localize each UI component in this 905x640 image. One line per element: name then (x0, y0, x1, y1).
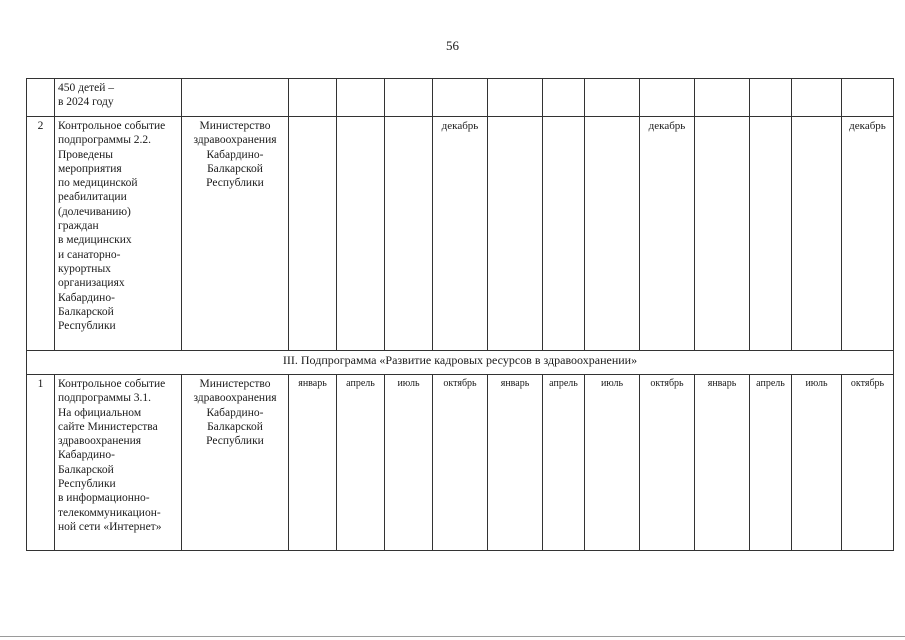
description-line: подпрограммы 2.2. (58, 134, 152, 147)
description-line: (долечиванию) (58, 205, 131, 218)
month-cell (543, 117, 585, 351)
description-line: 450 детей – (58, 82, 114, 94)
description-line: Балкарской (58, 305, 114, 318)
section-title: III. Подпрограмма «Развитие кадровых ресурсов в здравоохранении» (27, 351, 894, 375)
month-cell (842, 79, 894, 117)
month-cell (385, 117, 433, 351)
month-cell: январь (695, 375, 750, 551)
month-cell (488, 79, 543, 117)
month-cell (792, 117, 842, 351)
month-cell (289, 117, 337, 351)
description-line: организациях (58, 277, 125, 290)
description-line: Республики (58, 320, 116, 333)
responsible-cell (182, 79, 289, 117)
month-cell: январь (488, 375, 543, 551)
responsible-line: Кабардино- (206, 406, 264, 419)
description-line: по медицинской (58, 177, 138, 190)
month-cell: апрель (337, 375, 385, 551)
responsible-line: Республики (206, 177, 264, 190)
description-cell (55, 375, 182, 551)
description-line: в информационно- (58, 492, 150, 505)
table-row (27, 117, 894, 351)
responsible-cell (182, 117, 289, 351)
row-number-cell (27, 79, 55, 117)
description-line: сайте Министерства (58, 420, 158, 433)
schedule-table (26, 78, 894, 551)
month-cell (289, 79, 337, 117)
responsible-line: Республики (206, 435, 264, 448)
month-cell (543, 79, 585, 117)
description-line: На официальном (58, 406, 142, 419)
month-cell: июль (585, 375, 640, 551)
description-line: Контрольное событие (58, 120, 166, 132)
description-cell (55, 117, 182, 351)
description-line: в 2024 году (58, 96, 114, 109)
month-cell (585, 79, 640, 117)
responsible-line: Министерство (199, 378, 271, 390)
description-line: граждан (58, 220, 99, 233)
month-cell: декабрь (842, 117, 894, 351)
table-row (27, 79, 894, 117)
month-cell: апрель (543, 375, 585, 551)
description-line: здравоохранения (58, 435, 142, 448)
description-line: мероприятия (58, 162, 122, 175)
month-cell (750, 79, 792, 117)
month-cell: октябрь (842, 375, 894, 551)
description-line: телекоммуникацион- (58, 506, 161, 519)
month-cell (750, 117, 792, 351)
responsible-line: Кабардино- (206, 148, 264, 161)
month-cell: декабрь (433, 117, 488, 351)
scan-edge-line (0, 636, 905, 637)
responsible-line: здравоохранения (193, 392, 277, 405)
month-cell (337, 79, 385, 117)
month-cell: октябрь (640, 375, 695, 551)
responsible-line: Балкарской (207, 420, 263, 433)
description-line: курортных (58, 262, 111, 275)
page-number: 56 (446, 38, 459, 53)
month-cell: январь (289, 375, 337, 551)
description-line: подпрограммы 3.1. (58, 392, 152, 405)
table-row (27, 375, 894, 551)
responsible-line: Балкарской (207, 162, 263, 175)
month-cell: октябрь (433, 375, 488, 551)
description-line: Кабардино- (58, 291, 115, 304)
description-line: Проведены (58, 148, 113, 161)
description-line: Балкарской (58, 463, 114, 476)
month-cell (433, 79, 488, 117)
month-cell (585, 117, 640, 351)
row-number-cell: 1 (27, 375, 55, 551)
month-cell: апрель (750, 375, 792, 551)
month-cell: июль (792, 375, 842, 551)
month-cell (488, 117, 543, 351)
description-line: реабилитации (58, 191, 127, 204)
month-cell (695, 117, 750, 351)
description-line: и санаторно- (58, 248, 121, 261)
description-line: ной сети «Интернет» (58, 520, 162, 533)
month-cell: июль (385, 375, 433, 551)
description-cell (55, 79, 182, 117)
responsible-line: Министерство (199, 120, 271, 132)
month-cell (385, 79, 433, 117)
responsible-cell (182, 375, 289, 551)
month-cell (695, 79, 750, 117)
month-cell (792, 79, 842, 117)
responsible-line: здравоохранения (193, 134, 277, 147)
description-line: Республики (58, 478, 116, 491)
description-line: в медицинских (58, 234, 132, 247)
row-number-cell: 2 (27, 117, 55, 351)
month-cell: декабрь (640, 117, 695, 351)
month-cell (337, 117, 385, 351)
month-cell (640, 79, 695, 117)
description-line: Кабардино- (58, 449, 115, 462)
description-line: Контрольное событие (58, 378, 166, 390)
section-row (27, 351, 894, 375)
